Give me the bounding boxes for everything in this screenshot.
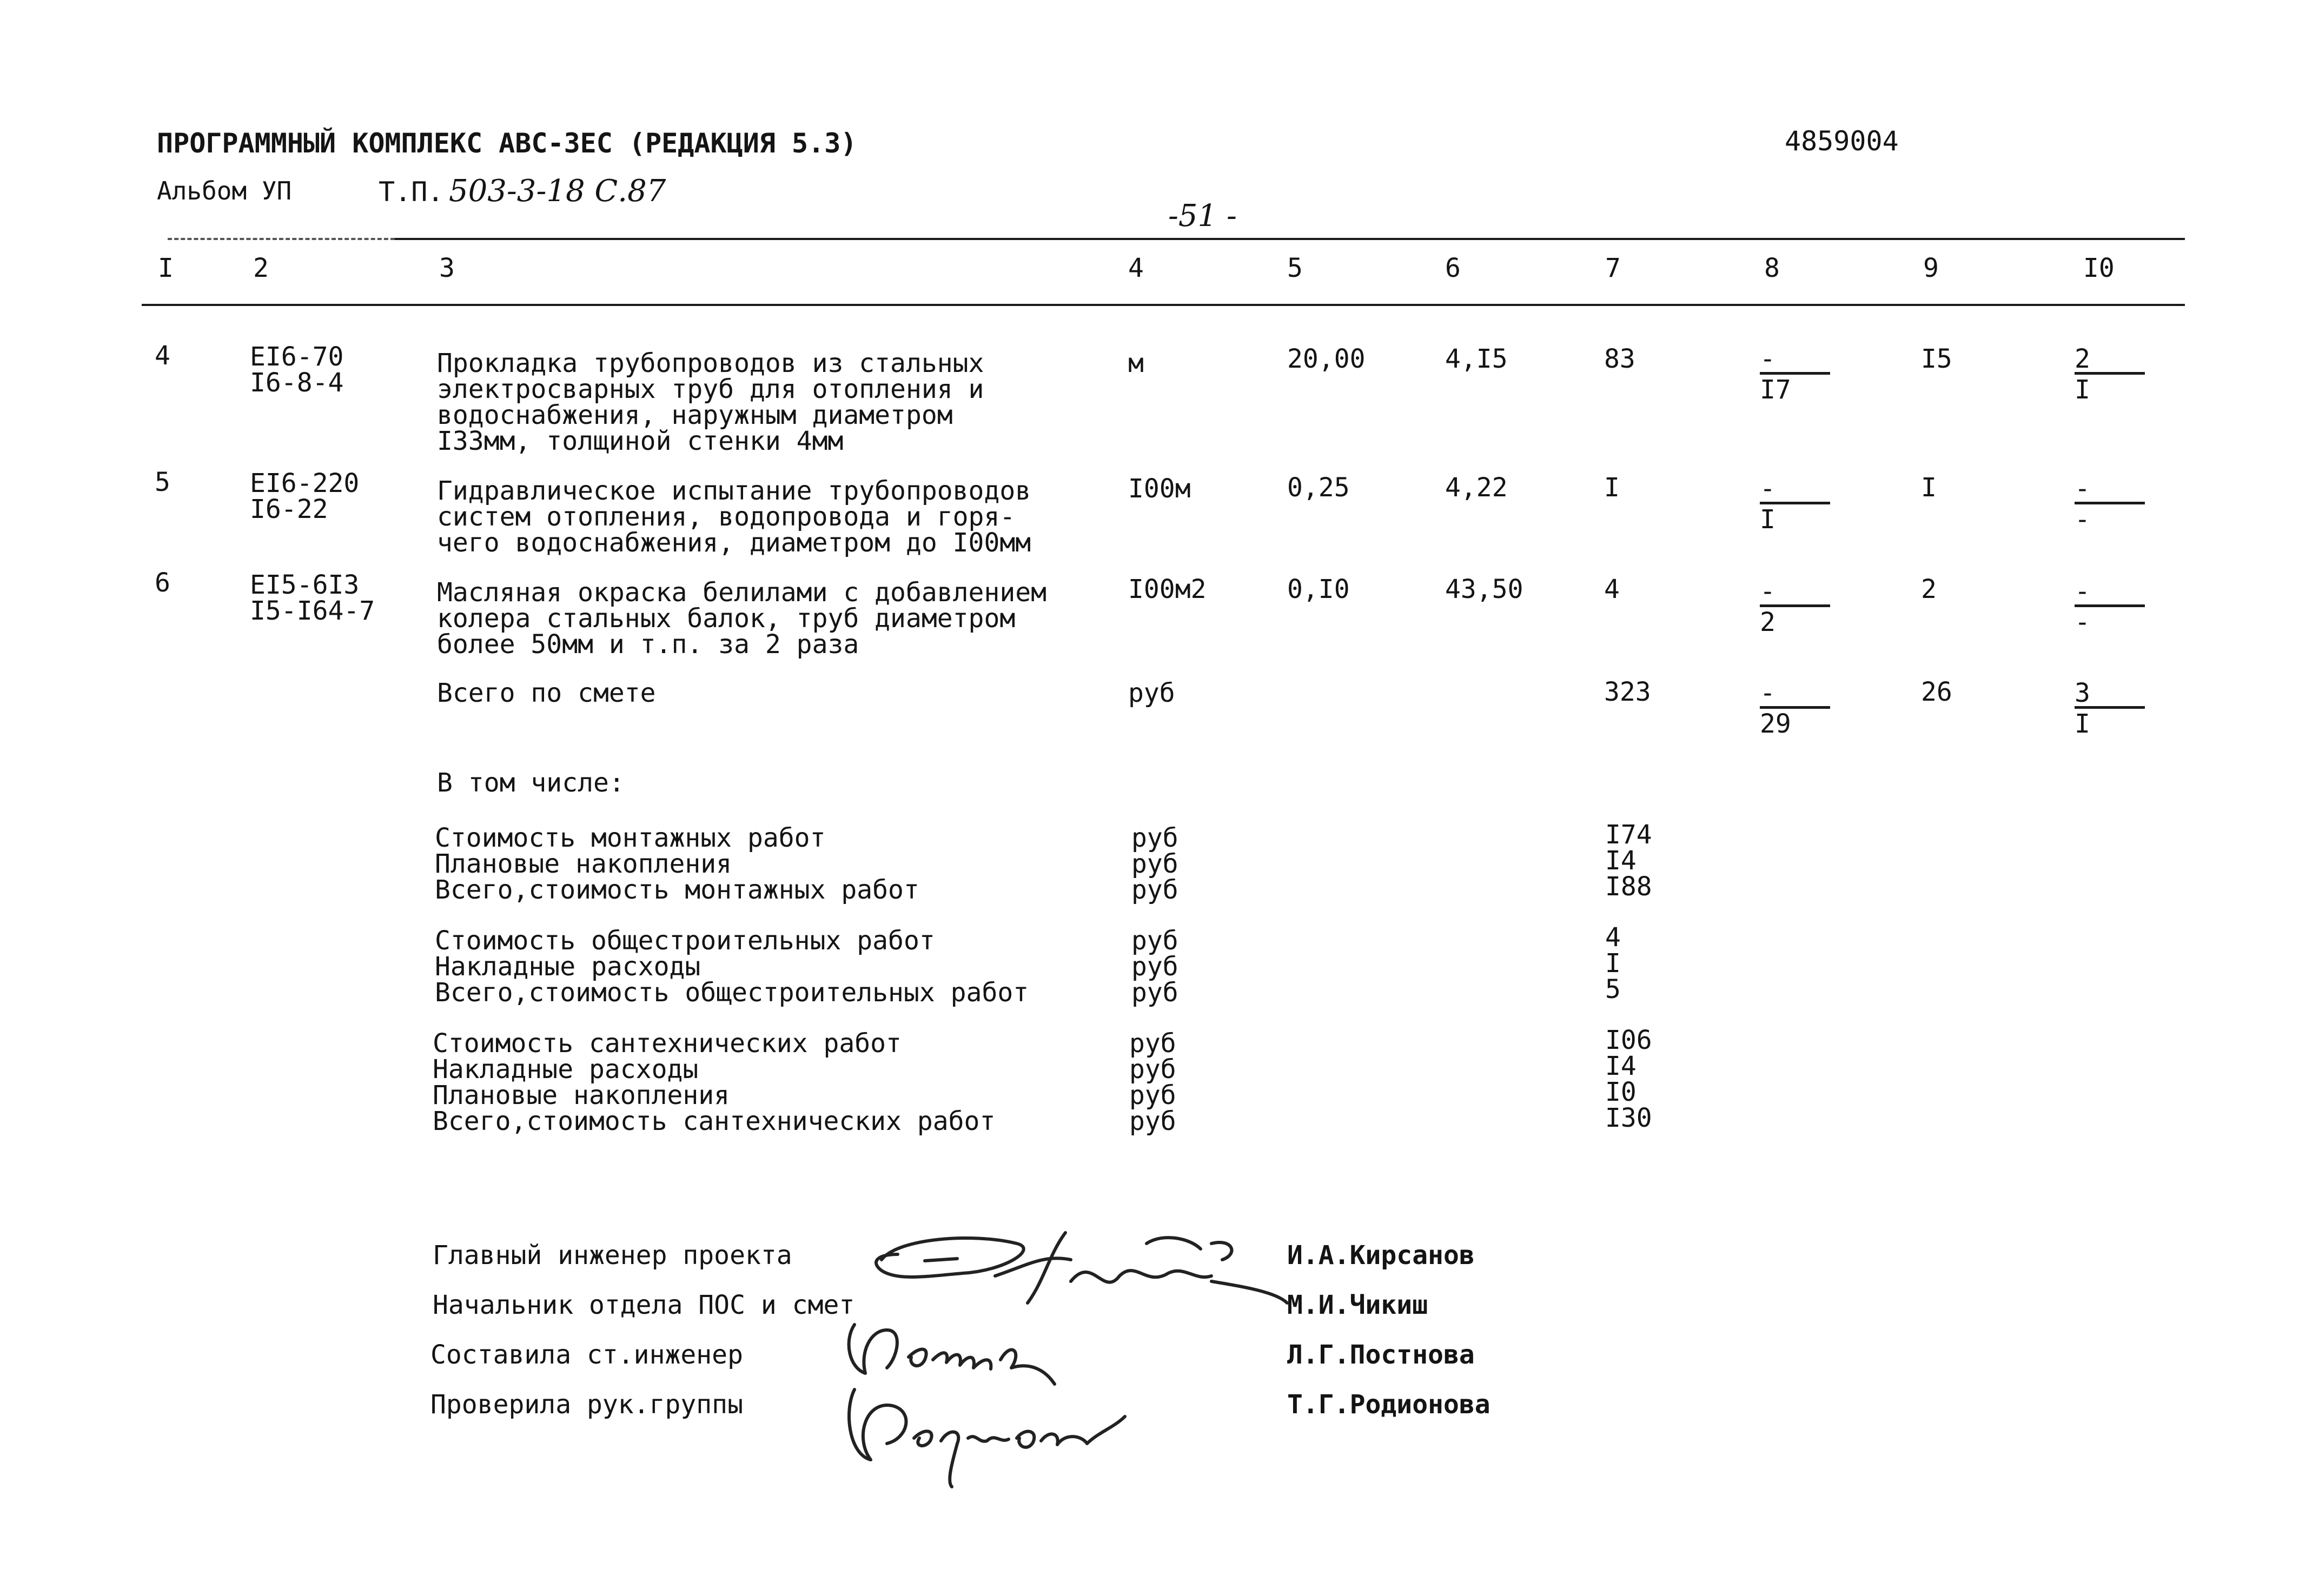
- breakdown-units: руб руб руб: [1131, 823, 1178, 905]
- total-col10-fraction: $\frac{3}{I}$: [2075, 680, 2145, 736]
- row-cost: 83: [1604, 344, 1635, 374]
- row-codes: EI5-6I3 I5-I64-7: [250, 570, 375, 626]
- breakdown-values: I06 I4 I0 I30: [1605, 1025, 1652, 1133]
- breakdown-units: руб руб руб руб: [1129, 1028, 1176, 1136]
- col-header-10: I0: [2083, 253, 2115, 283]
- top-rule-left: [168, 238, 395, 240]
- col-header-6: 6: [1445, 253, 1461, 283]
- row-col10-fraction: - -: [2075, 578, 2145, 634]
- handwritten-signature-chief-engineer: [865, 1222, 1298, 1319]
- row-price: 4,I5: [1445, 344, 1508, 374]
- row-col10-fraction: $\frac{2}{I}$: [2075, 346, 2145, 402]
- row-col8-fraction: - 2: [1760, 578, 1830, 634]
- row-number: 5: [155, 467, 170, 497]
- breakdown-labels: Стоимость сантехнических работ Накладные расходы Плановые накопления Всего,стоимость сантехнических работ: [433, 1028, 996, 1136]
- handwritten-signature-rodionova: [833, 1379, 1136, 1492]
- breakdown-labels: Стоимость общестроительных работ Накладные расходы Всего,стоимость общестроительных работ: [435, 926, 1029, 1008]
- row-quantity: 0,I0: [1287, 574, 1350, 604]
- row-cost: 4: [1604, 574, 1620, 604]
- row-price: 43,50: [1445, 574, 1523, 604]
- col-header-2: 2: [253, 253, 269, 283]
- document-number: 4859004: [1785, 125, 1899, 157]
- row-unit: м: [1128, 348, 1144, 378]
- signature-role: Главный инженер проекта: [433, 1240, 792, 1271]
- row-unit: I00м2: [1128, 574, 1207, 604]
- tp-code: 503-3-18 С.87: [449, 174, 666, 209]
- row-number: 6: [155, 568, 170, 598]
- signature-name: М.И.Чикиш: [1287, 1290, 1428, 1320]
- row-col10-fraction: - -: [2075, 476, 2145, 531]
- signature-role: Проверила рук.группы: [430, 1389, 743, 1420]
- col-header-1: I: [158, 253, 174, 283]
- header-rule: [142, 304, 2185, 306]
- breakdown-values: 4 I 5: [1605, 922, 1621, 1005]
- signature-role: Составила ст.инженер: [430, 1340, 743, 1370]
- total-unit: руб: [1128, 678, 1175, 708]
- breakdown-units: руб руб руб: [1131, 926, 1178, 1008]
- row-description: Прокладка трубопроводов из стальных электросварных труб для отопления и водоснабжения, наружным диаметром I33мм, толщиной стенки 4мм: [437, 348, 984, 456]
- album-label: Альбом УП: [157, 176, 292, 205]
- row-description: Масляная окраска белилами с добавлением колера стальных балок, труб диаметром более 50мм и т.п. за 2 раза: [437, 577, 1047, 660]
- row-codes: EI6-220 I6-22: [250, 468, 360, 524]
- total-cost: 323: [1604, 677, 1651, 707]
- program-title: ПРОГРАММНЫЙ КОМПЛЕКС АВС-ЗЕС (РЕДАКЦИЯ 5.3): [157, 128, 857, 159]
- row-cost: I: [1604, 473, 1620, 503]
- row-col9: I5: [1921, 344, 1952, 374]
- col-header-5: 5: [1287, 253, 1303, 283]
- top-rule: [395, 238, 2185, 240]
- total-col9: 26: [1921, 677, 1952, 707]
- row-unit: I00м: [1128, 474, 1191, 504]
- signature-role: Начальник отдела ПОС и смет: [433, 1290, 855, 1320]
- signature-name: И.А.Кирсанов: [1287, 1240, 1475, 1271]
- row-number: 4: [155, 341, 170, 371]
- col-header-3: 3: [439, 253, 455, 283]
- row-col9: 2: [1921, 574, 1937, 604]
- col-header-8: 8: [1764, 253, 1780, 283]
- including-label: В том числе:: [437, 768, 625, 798]
- row-codes: EI6-70 I6-8-4: [250, 342, 344, 398]
- row-price: 4,22: [1445, 473, 1508, 503]
- row-description: Гидравлическое испытание трубопроводов систем отопления, водопровода и горя- чего водоснабжения, диаметром до I00мм: [437, 476, 1031, 558]
- row-quantity: 20,00: [1287, 344, 1366, 374]
- signature-name: Л.Г.Постнова: [1287, 1340, 1475, 1370]
- tp-label: Т.П.: [379, 176, 444, 208]
- handwritten-signature-postnova: [838, 1308, 1119, 1389]
- breakdown-labels: Стоимость монтажных работ Плановые накопления Всего,стоимость монтажных работ: [435, 823, 919, 905]
- row-col8-fraction: - I7: [1760, 346, 1830, 402]
- col-header-9: 9: [1923, 253, 1939, 283]
- breakdown-values: I74 I4 I88: [1605, 820, 1652, 902]
- total-col8-fraction: - 29: [1760, 680, 1830, 736]
- signature-name: Т.Г.Родионова: [1287, 1389, 1490, 1420]
- row-col8-fraction: - I: [1760, 476, 1830, 531]
- row-col9: I: [1921, 473, 1937, 503]
- total-label: Всего по смете: [437, 678, 656, 708]
- col-header-7: 7: [1605, 253, 1621, 283]
- page-number: -51 -: [1168, 198, 1237, 234]
- col-header-4: 4: [1128, 253, 1144, 283]
- row-quantity: 0,25: [1287, 473, 1350, 503]
